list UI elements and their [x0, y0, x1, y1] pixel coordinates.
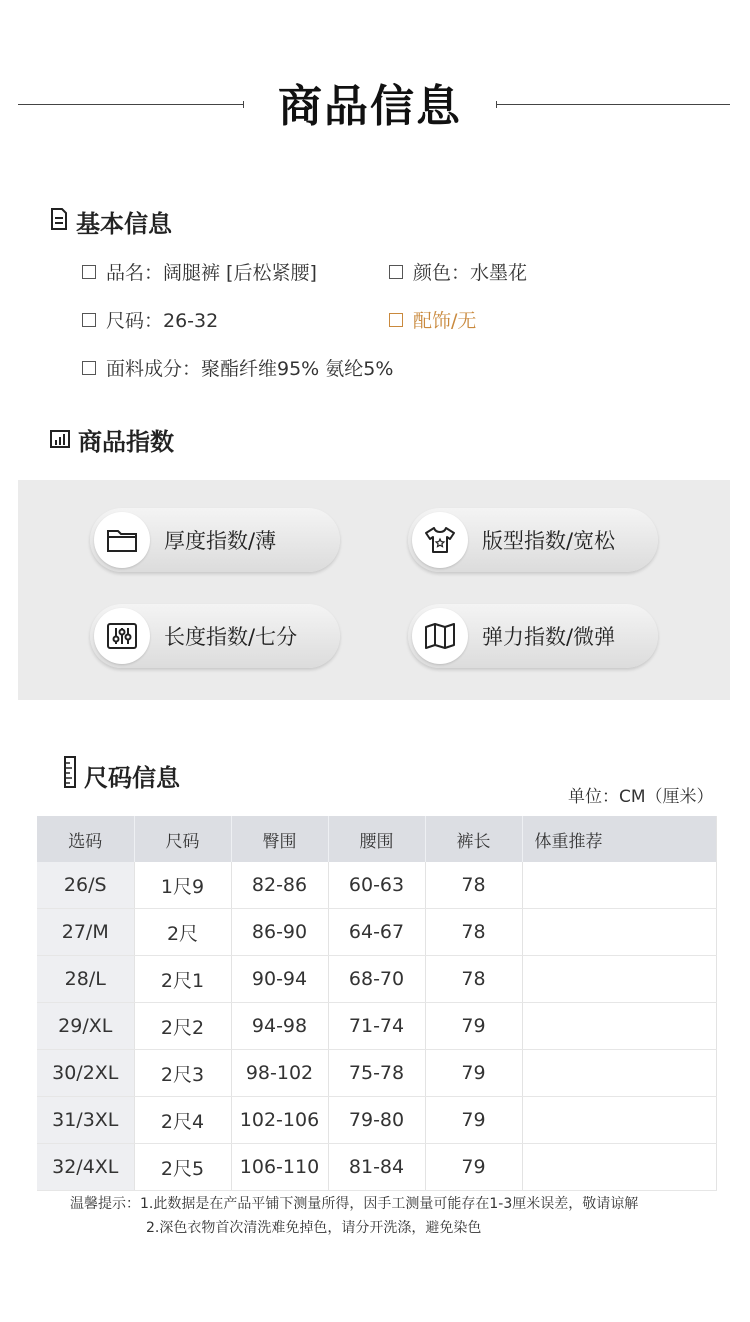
- table-cell: 102-106: [231, 1097, 328, 1144]
- header-divider-right-cap: [496, 101, 497, 108]
- table-cell: 26/S: [37, 862, 134, 909]
- table-cell: 82-86: [231, 862, 328, 909]
- table-cell: [522, 862, 716, 909]
- table-row: [37, 862, 716, 909]
- pill-label: 版型指数/宽松: [482, 529, 616, 553]
- map-fold-icon: [412, 608, 468, 664]
- table-row: [37, 956, 716, 1003]
- index-pill-length: [90, 604, 340, 668]
- table-cell: 27/M: [37, 909, 134, 956]
- info-item-product-name: [82, 258, 317, 285]
- info-item-fabric: [82, 354, 393, 381]
- index-heading: [50, 422, 174, 457]
- pill-label: 厚度指数/薄: [164, 529, 277, 553]
- table-cell: 64-67: [328, 909, 425, 956]
- table-cell: 78: [425, 909, 522, 956]
- header-divider-left: [18, 104, 244, 105]
- table-cell: [522, 956, 716, 1003]
- index-pill-fit: [408, 508, 658, 572]
- table-cell: 79: [425, 1144, 522, 1191]
- column-header: 裤长: [425, 816, 522, 862]
- table-cell: 98-102: [231, 1050, 328, 1097]
- table-cell: 81-84: [328, 1144, 425, 1191]
- column-header: 选码: [37, 816, 134, 862]
- table-cell: 31/3XL: [37, 1097, 134, 1144]
- info-item-text: 面料成分：聚酯纤维95% 氨纶5%: [106, 358, 394, 380]
- table-cell: 2尺1: [134, 956, 231, 1003]
- table-cell: 2尺: [134, 909, 231, 956]
- table-cell: 79: [425, 1003, 522, 1050]
- table-cell: 94-98: [231, 1003, 328, 1050]
- table-cell: 106-110: [231, 1144, 328, 1191]
- column-header: 腰围: [328, 816, 425, 862]
- table-cell: [522, 1050, 716, 1097]
- table-row: [37, 1144, 716, 1191]
- column-header: 体重推荐: [522, 816, 716, 862]
- table-cell: [522, 1003, 716, 1050]
- table-row: [37, 1003, 716, 1050]
- table-row: [37, 1050, 716, 1097]
- info-item-accessory: [389, 306, 476, 333]
- basic-info-title: 基本信息: [76, 210, 172, 238]
- unit-label: 单位：CM（厘米）: [568, 787, 714, 807]
- tip-line-1: 温馨提示：1.此数据是在产品平铺下测量所得，因手工测量可能存在1-3厘米误差，敬请谅解: [70, 1196, 639, 1212]
- basic-info-heading: [50, 204, 172, 239]
- table-row: [37, 909, 716, 956]
- table-cell: 68-70: [328, 956, 425, 1003]
- table-cell: 2尺3: [134, 1050, 231, 1097]
- table-cell: 71-74: [328, 1003, 425, 1050]
- table-row: [37, 1097, 716, 1144]
- table-cell: 2尺2: [134, 1003, 231, 1050]
- sliders-icon: [94, 608, 150, 664]
- table-cell: 78: [425, 862, 522, 909]
- checkbox-icon: [82, 313, 96, 327]
- page-title: 商品信息: [278, 81, 462, 132]
- checkbox-icon: [389, 313, 403, 327]
- checkbox-icon: [82, 265, 96, 279]
- info-item-text: 颜色：水墨花: [413, 262, 528, 284]
- ruler-icon: [64, 756, 76, 794]
- table-cell: 79: [425, 1050, 522, 1097]
- column-header: 尺码: [134, 816, 231, 862]
- checkbox-icon: [82, 361, 96, 375]
- table-cell: 30/2XL: [37, 1050, 134, 1097]
- table-cell: 75-78: [328, 1050, 425, 1097]
- tips-notes: [70, 1192, 638, 1240]
- pill-label: 长度指数/七分: [164, 625, 298, 649]
- table-cell: [522, 909, 716, 956]
- table-cell: 28/L: [37, 956, 134, 1003]
- index-title: 商品指数: [78, 428, 174, 456]
- folder-icon: [94, 512, 150, 568]
- table-cell: 1尺9: [134, 862, 231, 909]
- column-header: 臀围: [231, 816, 328, 862]
- table-cell: 79-80: [328, 1097, 425, 1144]
- tshirt-icon: [412, 512, 468, 568]
- tip-line-2: 2.深色衣物首次清洗难免掉色，请分开洗涤，避免染色: [146, 1220, 482, 1236]
- table-cell: [522, 1097, 716, 1144]
- table-cell: 90-94: [231, 956, 328, 1003]
- bar-chart-icon: [50, 426, 70, 454]
- header-divider-right: [496, 104, 730, 105]
- table-cell: 32/4XL: [37, 1144, 134, 1191]
- table-cell: 2尺4: [134, 1097, 231, 1144]
- info-item-color: [389, 258, 527, 285]
- table-cell: 79: [425, 1097, 522, 1144]
- table-cell: 60-63: [328, 862, 425, 909]
- table-cell: 2尺5: [134, 1144, 231, 1191]
- document-icon: [50, 208, 68, 236]
- table-header-row: [37, 816, 716, 862]
- index-pill-elasticity: [408, 604, 658, 668]
- info-item-text: 品名：阔腿裤 [后松紧腰]: [106, 262, 317, 284]
- table-cell: 78: [425, 956, 522, 1003]
- info-item-text: 配饰/无: [413, 310, 477, 332]
- table-cell: [522, 1144, 716, 1191]
- index-pill-thickness: [90, 508, 340, 572]
- table-cell: 29/XL: [37, 1003, 134, 1050]
- size-title: 尺码信息: [84, 763, 180, 792]
- info-item-size: [82, 306, 218, 333]
- size-heading: [64, 756, 180, 794]
- info-item-text: 尺码：26-32: [106, 310, 219, 332]
- pill-label: 弹力指数/微弹: [482, 625, 616, 649]
- size-table: [37, 816, 717, 1191]
- checkbox-icon: [389, 265, 403, 279]
- table-cell: 86-90: [231, 909, 328, 956]
